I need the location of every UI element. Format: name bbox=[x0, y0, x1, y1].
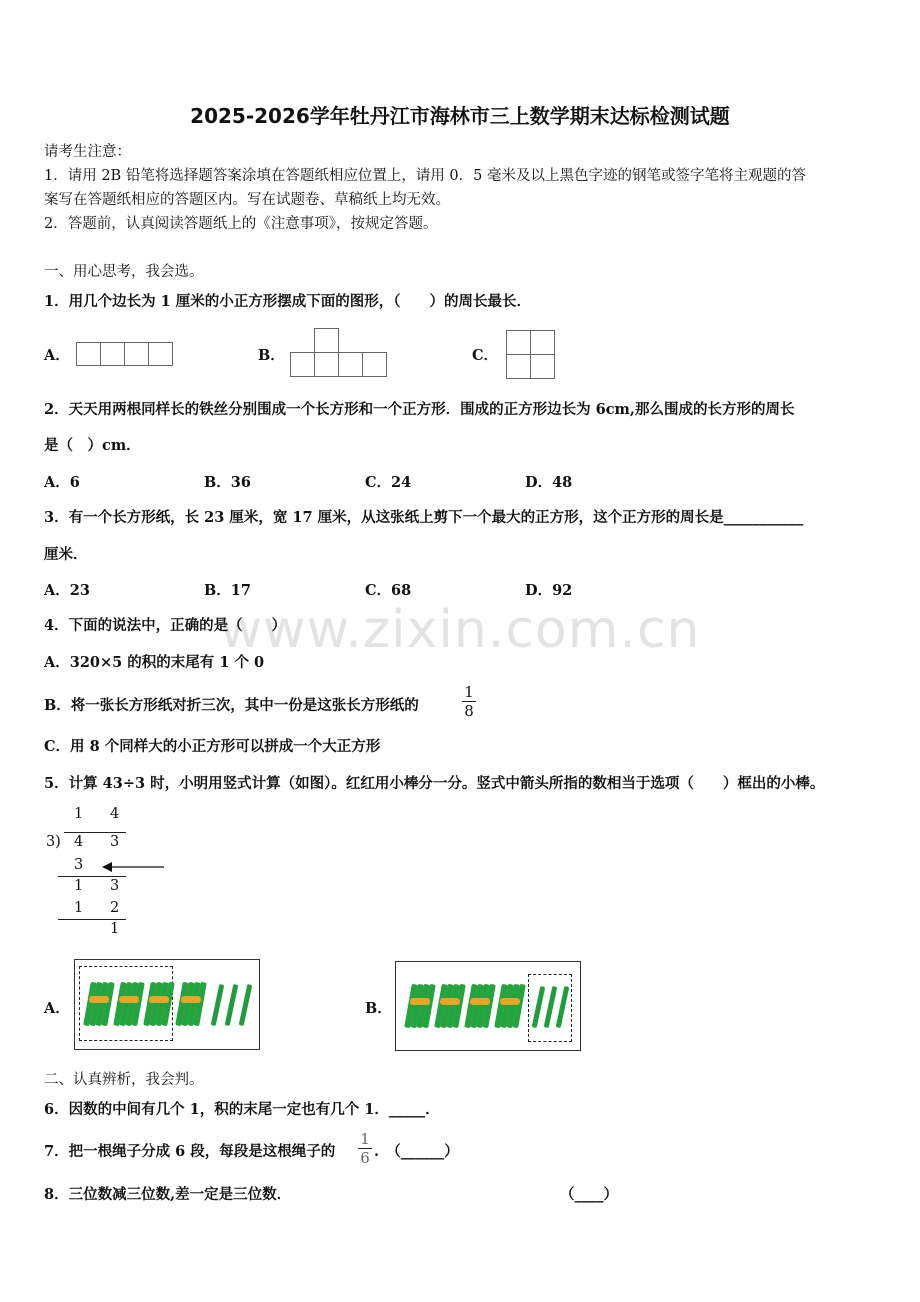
q8-answer-blank[interactable]: （____） bbox=[560, 1186, 618, 1203]
q2-option-b: B．36 bbox=[204, 474, 251, 491]
q7-fraction-denominator: 6 bbox=[360, 1149, 370, 1167]
stick-bundle bbox=[85, 982, 111, 1026]
notice-heading: 请考生注意： bbox=[44, 144, 131, 160]
stick-bundle bbox=[145, 982, 171, 1026]
q3-option-c: C．68 bbox=[365, 582, 412, 599]
q5-option-a-label: A． bbox=[44, 1000, 70, 1017]
division-row-2-digit-1: 1 bbox=[74, 878, 84, 894]
q2-stem: 2．天天用两根同样长的铁丝分别围成一个长方形和一个正方形．围成的正方形边长为 6cm,那么围成的长方形的周长 bbox=[44, 401, 795, 418]
q3-stem: 3．有一个长方形纸，长 23 厘米，宽 17 厘米，从这张纸上剪下一个最大的正方形，这个正方形的周长是___________ bbox=[44, 509, 804, 526]
single-stick bbox=[239, 984, 253, 1026]
watermark: www.zixin.com.cn bbox=[219, 600, 701, 660]
section-1-heading: 一、用心思考，我会选。 bbox=[44, 264, 204, 280]
q6-stem: 6．因数的中间有几个 1，积的末尾一定也有几个 1．_____． bbox=[44, 1101, 440, 1118]
q5-option-a-image bbox=[74, 959, 260, 1050]
quotient-digit-1: 1 bbox=[74, 806, 84, 822]
division-row-3-digit-2: 2 bbox=[110, 900, 120, 916]
dividend-digit-2: 3 bbox=[110, 834, 120, 850]
q7-answer-blank[interactable]: . （______） bbox=[374, 1143, 459, 1160]
division-row-2-digit-2: 3 bbox=[110, 878, 120, 894]
stick-bundle bbox=[496, 984, 522, 1028]
q4-option-c: C．用 8 个同样大的小正方形可以拼成一个大正方形 bbox=[44, 738, 381, 755]
q5-stem: 5．计算 43÷3 时，小明用竖式计算（如图）。红红用小棒分一分。竖式中箭头所指的数相当于选项（ ）框出的小棒。 bbox=[44, 775, 825, 792]
stick-bundle bbox=[406, 984, 432, 1028]
q4-fraction-denominator: 8 bbox=[464, 702, 474, 720]
notice-line-1: 1．请用 2B 铅笔将选择题答案涂填在答题纸相应位置上，请用 0．5 毫米及以上黑色字迹的钢笔或签字笔将主观题的答 bbox=[44, 168, 806, 184]
notice-line-1b: 案写在答题纸相应的答题区内。写在试题卷、草稿纸上均无效。 bbox=[44, 192, 450, 208]
q4-fraction bbox=[462, 684, 476, 719]
stick-bundle bbox=[466, 984, 492, 1028]
q7-stem: 7．把一根绳子分成 6 段，每段是这根绳子的 bbox=[44, 1143, 336, 1160]
q2-stem-cont: 是（ ）cm． bbox=[44, 437, 141, 454]
q2-option-d: D．48 bbox=[525, 474, 573, 491]
q5-option-b-label: B． bbox=[365, 1000, 392, 1017]
divisor: 3 bbox=[46, 834, 56, 850]
notice-line-2: 2．答题前，认真阅读答题纸上的《注意事项》，按规定答题。 bbox=[44, 216, 438, 232]
q2-option-a: A．6 bbox=[44, 474, 80, 491]
stick-bundle bbox=[436, 984, 462, 1028]
q3-option-a: A．23 bbox=[44, 582, 90, 599]
q1-stem: 1．用几个边长为 1 厘米的小正方形摆成下面的图形，（ ）的周长最长． bbox=[44, 293, 532, 310]
q7-fraction-numerator: 1 bbox=[360, 1130, 370, 1148]
q3-stem-cont: 厘米． bbox=[44, 546, 88, 563]
dividend-digit-1: 4 bbox=[74, 834, 84, 850]
stick-bundle bbox=[115, 982, 141, 1026]
q3-option-d: D．92 bbox=[525, 582, 573, 599]
q4-fraction-numerator: 1 bbox=[464, 683, 474, 701]
division-row-3-digit-1: 1 bbox=[74, 900, 84, 916]
q5-option-b-image bbox=[395, 961, 581, 1051]
stick-bundle bbox=[177, 982, 203, 1026]
q7-fraction bbox=[358, 1131, 372, 1166]
q2-option-c: C．24 bbox=[365, 474, 412, 491]
division-bracket: ) bbox=[55, 832, 61, 850]
q1-option-c-label: C． bbox=[472, 347, 499, 364]
q1-option-a-label: A． bbox=[44, 347, 70, 364]
single-stick bbox=[211, 984, 225, 1026]
q4-option-b: B．将一张长方形纸对折三次，其中一份是这张长方形纸的 bbox=[44, 697, 419, 714]
division-remainder: 1 bbox=[110, 921, 120, 937]
arrow-icon bbox=[100, 860, 166, 874]
q1-option-b-label: B． bbox=[258, 347, 285, 364]
single-stick bbox=[225, 984, 239, 1026]
page-title: 2025-2026学年牡丹江市海林市三上数学期末达标检测试题 bbox=[190, 104, 730, 128]
q4-stem: 4．下面的说法中，正确的是（ ） bbox=[44, 617, 287, 634]
q8-stem: 8．三位数减三位数,差一定是三位数． bbox=[44, 1186, 292, 1203]
q4-option-a: A．320×5 的积的末尾有 1 个 0 bbox=[44, 654, 265, 671]
q3-option-b: B．17 bbox=[204, 582, 251, 599]
quotient-digit-2: 4 bbox=[110, 806, 120, 822]
division-row-1: 3 bbox=[74, 857, 84, 873]
section-2-heading: 二、认真辨析，我会判。 bbox=[44, 1072, 204, 1088]
